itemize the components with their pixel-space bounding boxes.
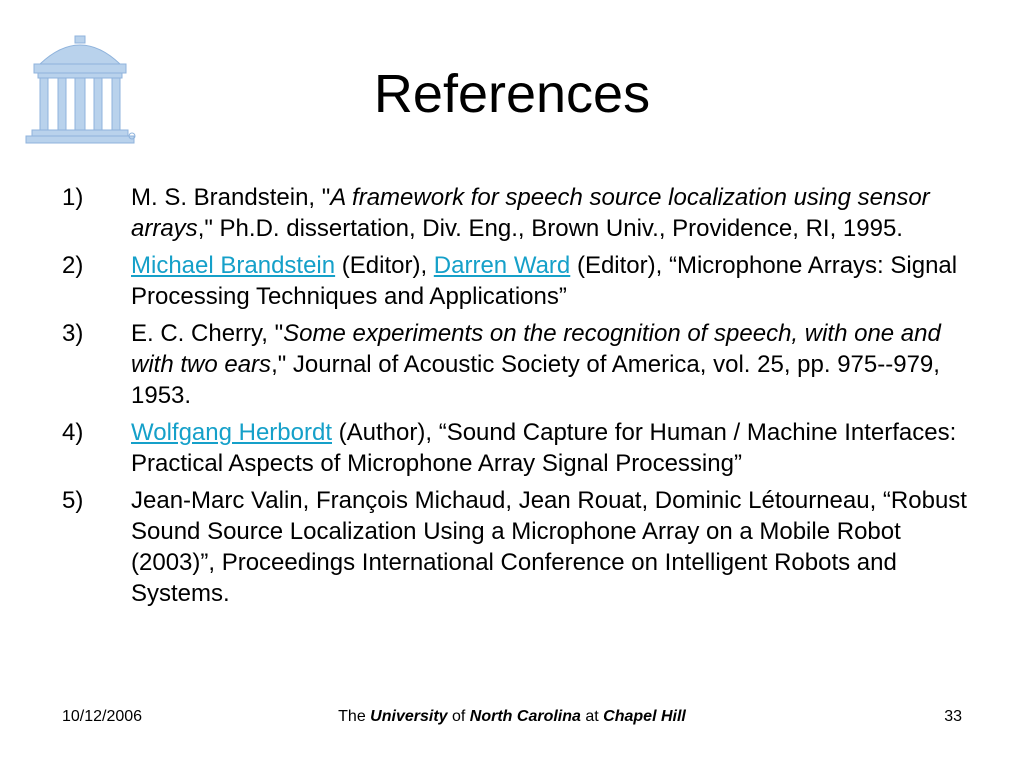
author-link[interactable]: Wolfgang Herbordt	[131, 419, 332, 446]
footer-chapel-hill: Chapel Hill	[603, 708, 686, 725]
reference-item	[62, 485, 972, 609]
author-link[interactable]: Darren Ward	[433, 252, 571, 279]
reference-item	[62, 318, 972, 411]
reference-italic-title: A framework for speech source localization using sensor arrays	[131, 184, 930, 242]
reference-text: (Editor),	[335, 252, 434, 279]
footer-the: The	[338, 708, 366, 725]
footer-at: at	[585, 708, 599, 725]
reference-number: 1)	[62, 184, 84, 211]
reference-number: 3)	[62, 320, 84, 347]
footer-institution	[0, 707, 1024, 727]
reference-text: (Editor), “Microphone Arrays: Signal Processing Techniques and Applications”	[131, 252, 958, 310]
footer-page-number: 33	[944, 708, 962, 725]
author-link[interactable]: Michael Brandstein	[131, 252, 336, 279]
reference-text: E. C. Cherry, "	[131, 320, 284, 347]
reference-text: (Author), “Sound Capture for Human / Machine Interfaces: Practical Aspects of Microphone Array Signal Processing”	[131, 419, 957, 477]
reference-list	[62, 182, 972, 615]
reference-italic-title: Some experiments on the recognition of speech, with one and with two ears	[131, 320, 941, 378]
footer-university: University	[370, 708, 448, 725]
reference-text: ," Journal of Acoustic Society of America, vol. 25, pp. 975--979, 1953.	[131, 351, 940, 409]
reference-text: Jean-Marc Valin, François Michaud, Jean Rouat, Dominic Létourneau, “Robust Sound Source Localization Using a Microphone Array on a Mobile Robot (2003)”, Proceedings International Conference on Intelligent Robots and Systems.	[131, 487, 967, 607]
reference-text: M. S. Brandstein, "	[131, 184, 331, 211]
reference-text: ," Ph.D. dissertation, Div. Eng., Brown Univ., Providence, RI, 1995.	[197, 215, 903, 242]
reference-number: 5)	[62, 487, 84, 514]
footer-of: of	[452, 708, 466, 725]
reference-number: 2)	[62, 252, 84, 279]
reference-item	[62, 417, 972, 479]
footer-date: 10/12/2006	[62, 708, 143, 725]
slide-title: References	[373, 64, 651, 124]
reference-number: 4)	[62, 419, 84, 446]
footer-north-carolina: North Carolina	[469, 708, 581, 725]
reference-item	[62, 250, 972, 312]
reference-item	[62, 182, 972, 244]
